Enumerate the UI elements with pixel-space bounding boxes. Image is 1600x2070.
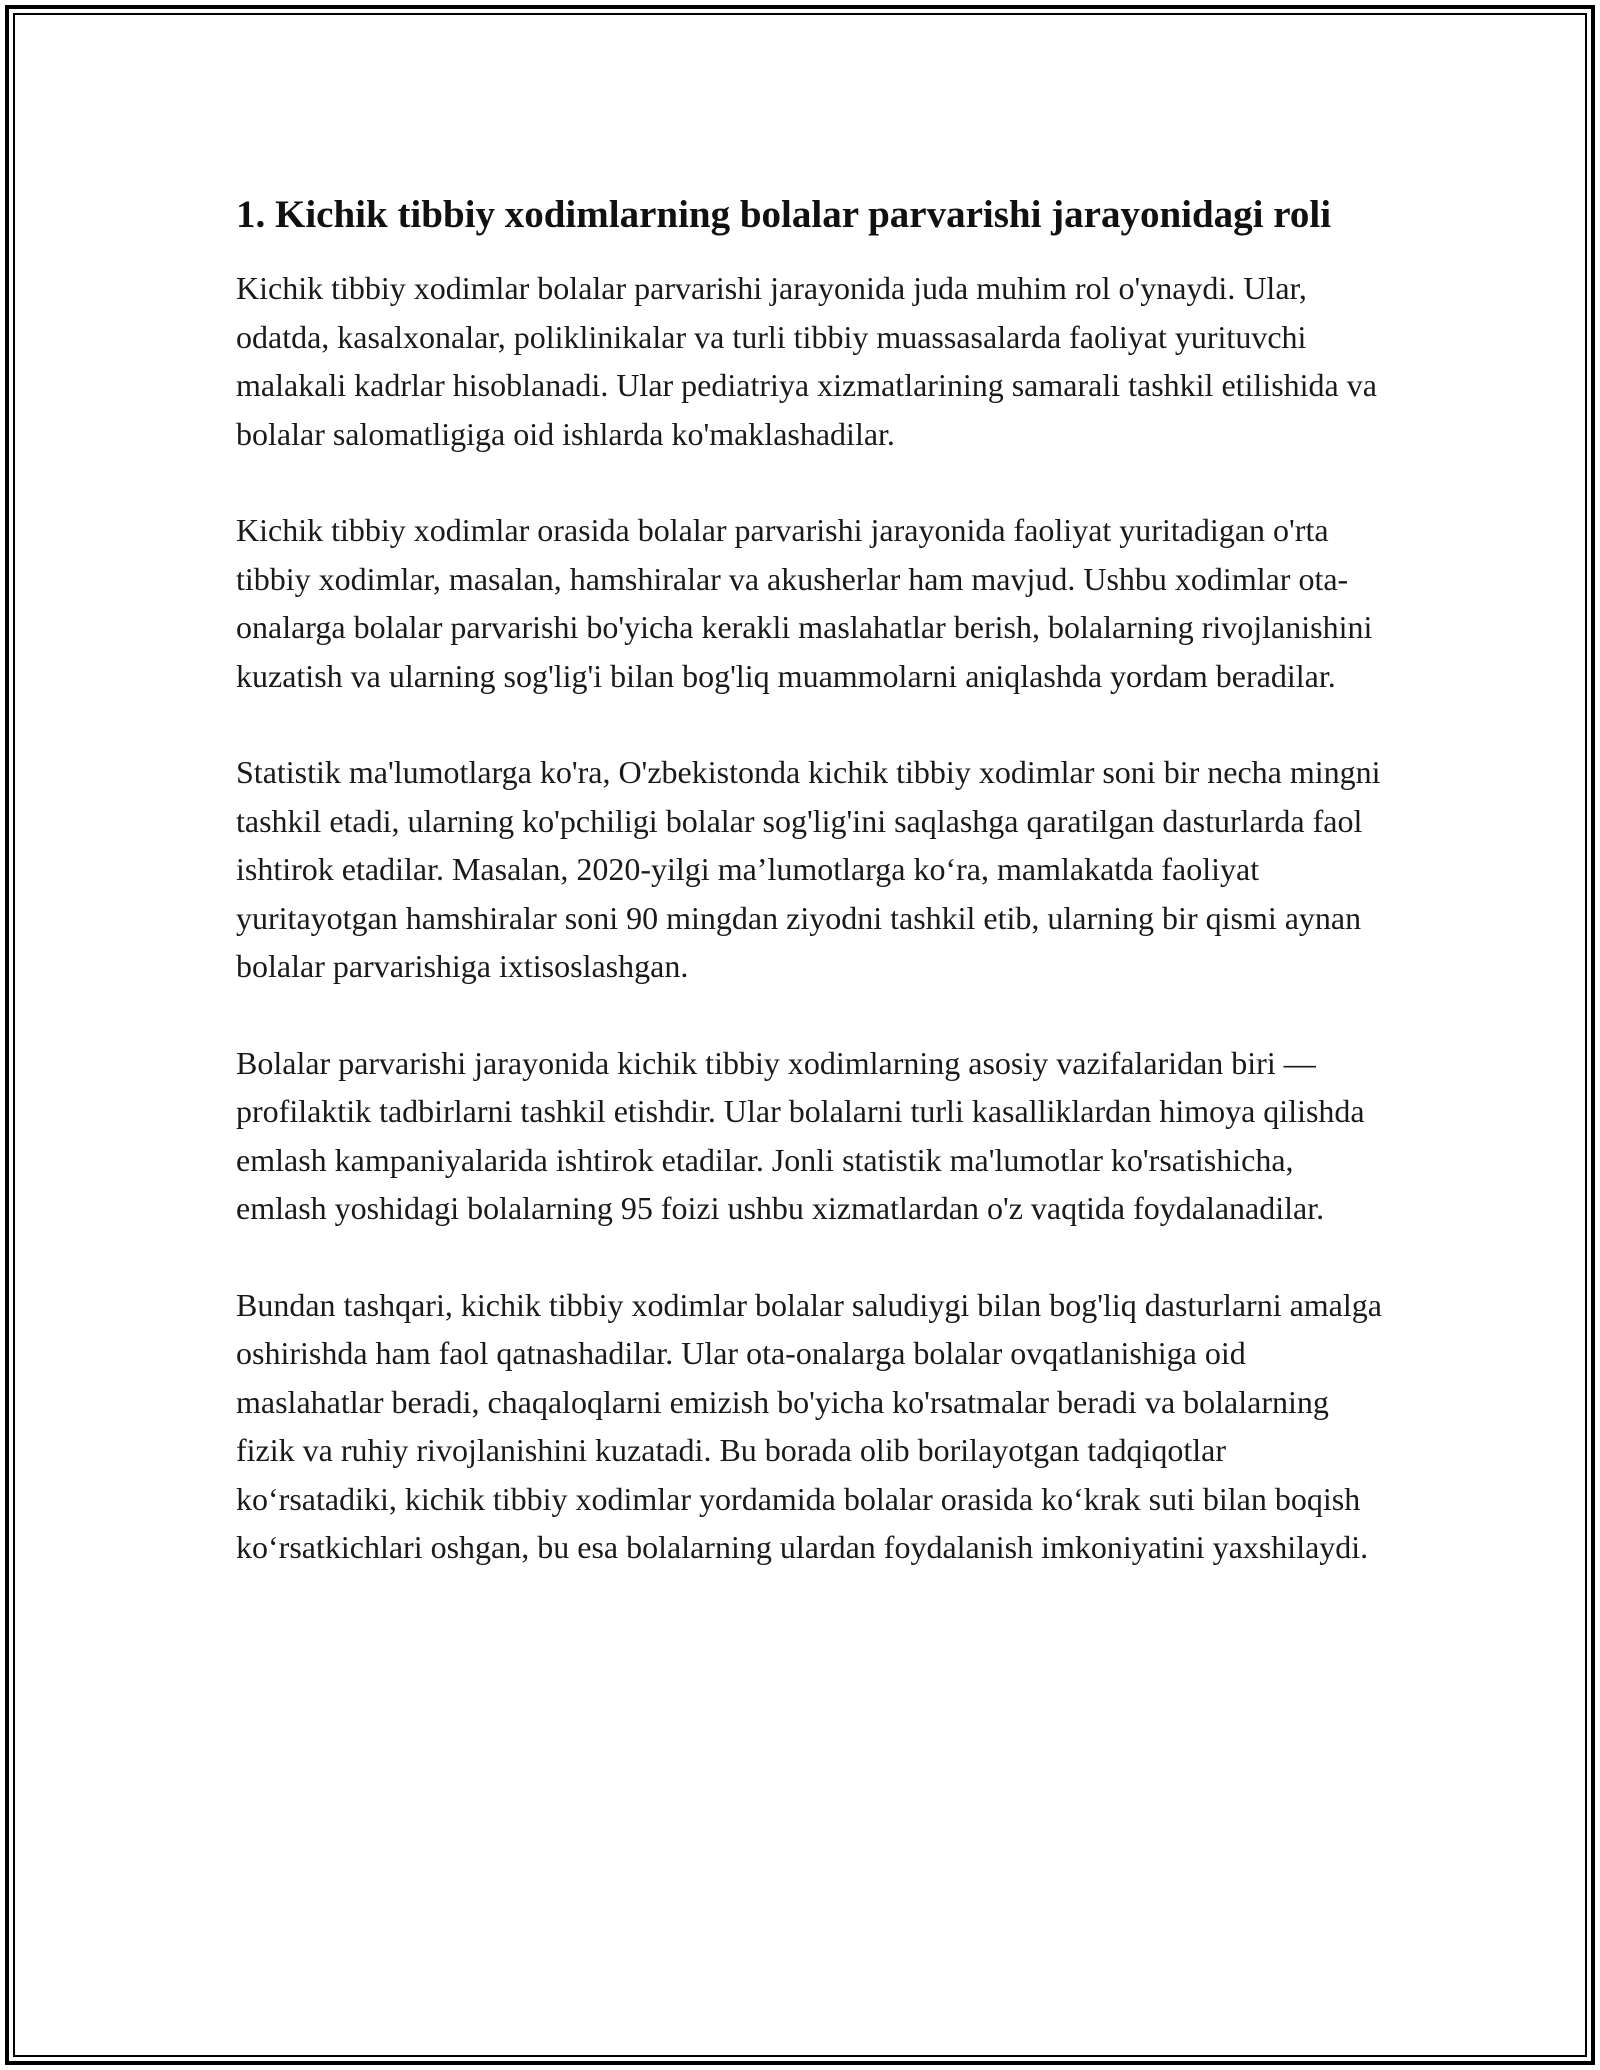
paragraph-2: Kichik tibbiy xodimlar orasida bolalar parvarishi jarayonida faoliyat yuritadigan o'rta tibbiy xodimlar, masalan, hamshiralar va akusherlar ham mavjud. Ushbu xodimlar ota-onalarga bolalar parvarishi bo'yicha kerakli maslahatlar berish, bolalarning rivojlanishini kuzatish va ularning sog'lig'i bilan bog'liq muammolarni aniqlashda yordam beradilar. bbox=[236, 512, 1373, 694]
paragraph-5: Bundan tashqari, kichik tibbiy xodimlar bolalar saludiygi bilan bog'liq dasturlarni amalga oshirishda ham faol qatnashadilar. Ular ota-onalarga bolalar ovqatlanishiga oid maslahatlar beradi, chaqaloqlarni emizish bo'yicha ko'rsatmalar beradi va bolalarning fizik va ruhiy rivojlanishini kuzatadi. Bu borada olib borilayotgan tadqiqotlar ko‘rsatadiki, kichik tibbiy xodimlar yordamida bolalar orasida ko‘krak suti bilan boqish ko‘rsatkichlari oshgan, bu esa bolalarning ulardan foydalanish imkoniyatini yaxshilaydi. bbox=[236, 1286, 1382, 1565]
section-heading: 1. Kichik tibbiy xodimlarning bolalar parvarishi jarayonidagi roli bbox=[236, 193, 1332, 236]
document-body bbox=[236, 188, 1386, 1620]
paragraph-4: Bolalar parvarishi jarayonida kichik tibbiy xodimlarning asosiy vazifalaridan biri — profilaktik tadbirlarni tashkil etishdir. Ular bolalarni turli kasalliklardan himoya qilishda emlash kampaniyalarida ishtirok etadilar. Jonli statistik ma'lumotlar ko'rsatishicha, emlash yoshidagi bolalarning 95 foizi ushbu xizmatlardan o'z vaqtida foydalanadilar. bbox=[236, 1044, 1365, 1226]
paragraph-3: Statistik ma'lumotlarga ko'ra, O'zbekistonda kichik tibbiy xodimlar soni bir necha mingni tashkil etadi, ularning ko'pchiligi bolalar sog'lig'ini saqlashga qaratilgan dasturlarda faol ishtirok etadilar. Masalan, 2020-yilgi ma’lumotlarga ko‘ra, mamlakatda faoliyat yuritayotgan hamshiralar soni 90 mingdan ziyodni tashkil etib, ularning bir qismi aynan bolalar parvarishiga ixtisoslashgan. bbox=[236, 754, 1381, 984]
paragraph-1: Kichik tibbiy xodimlar bolalar parvarishi jarayonida juda muhim rol o'ynaydi. Ular, odatda, kasalxonalar, poliklinikalar va turli tibbiy muassasalarda faoliyat yurituvchi malakali kadrlar hisoblanadi. Ular pediatriya xizmatlarining samarali tashkil etilishida va bolalar salomatligiga oid ishlarda ko'maklashadilar. bbox=[236, 270, 1377, 452]
